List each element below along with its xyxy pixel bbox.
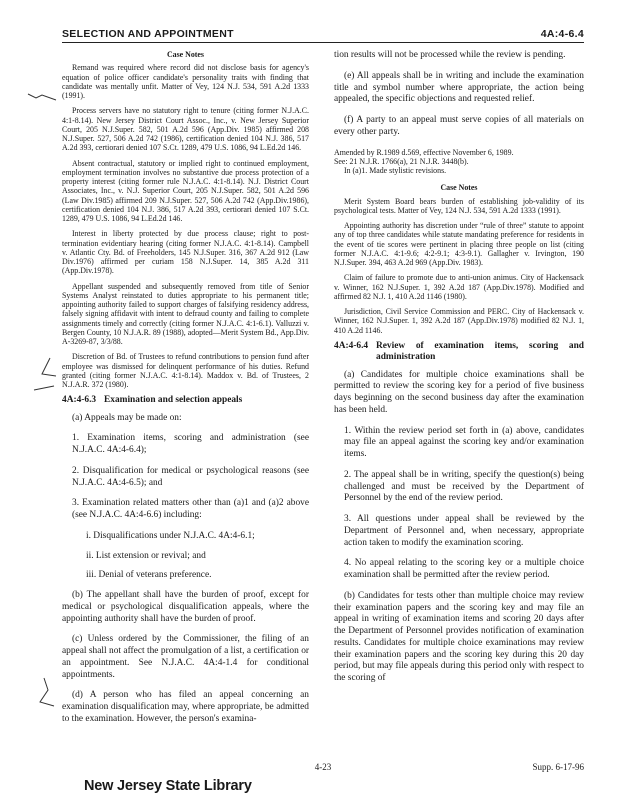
paragraph-a1: 1. Examination items, scoring and administration (see N.J.A.C. 4A:4-6.4); [72, 433, 309, 456]
paragraph-e: (e) All appeals shall be in writing and include the examination title and symbol number where appropriate, the action being appealed, the specific objections and requested relief. [334, 70, 584, 105]
case-note: Discretion of Bd. of Trustees to refund contributions to pension fund after employee was dismissed for delinquent performance of his duties. Refund granted (citing former N.J.A.C. 4:1-8.14). Maddox v. Bd. of Trustees, 2 N.J.A.R. 372 (1980). [62, 352, 309, 389]
header-title: SELECTION AND APPOINTMENT [62, 28, 234, 40]
case-note: Merit System Board bears burden of establishing job-validity of its psychological tests. Matter of Vey, 124 N.J. 534, 591 A.2d 1333 (1991). [334, 196, 584, 215]
paragraph-a2: 2. Disqualification for medical or psychological reasons (see N.J.A.C. 4A:4-6.5); and [72, 465, 309, 488]
paragraph-a3: 3. Examination related matters other than (a)1 and (a)2 above (see N.J.A.C. 4A:4-6.6) including: [72, 498, 309, 521]
right-column [334, 50, 584, 694]
page-number: 4-23 [314, 762, 332, 772]
library-stamp: New Jersey State Library [84, 778, 252, 794]
margin-mark-1 [26, 88, 60, 104]
history-note: See: 21 N.J.R. 1766(a), 21 N.J.R. 3448(b). [334, 156, 469, 166]
case-notes-heading: Case Notes [166, 50, 205, 59]
running-header [62, 24, 584, 43]
section-number: 4A:4-6.4 [334, 340, 369, 351]
supplement-date: Supp. 6-17-96 [532, 762, 584, 772]
paragraph-a3-iii: iii. Denial of veterans preference. [86, 570, 212, 581]
case-note: Remand was required where record did not disclose basis for agency's equation of police officer candidate's personality traits with finding that candidate was mentally unfit. Matter of Vey, 124 N.J. 534, 591 A.2d 1333 (1991). [62, 63, 309, 100]
paragraph-c: (c) Unless ordered by the Commissioner, the filing of an appeal shall not affect the promulgation of a list, a certification or an appointment. See N.J.A.C. 4A:4-1.4 for conditional appointments. [62, 634, 309, 680]
left-column [62, 50, 309, 735]
margin-mark-2 [30, 356, 60, 396]
history-note: In (a)1. Made stylistic revisions. [344, 166, 447, 175]
case-note: Absent contractual, statutory or implied right to continued employment, employment termination involves no substantive due process protection of a property interest (citing former rule N.J.A.C. 4:1-8.14). N.J. District Court Associates, Inc., v. N.J. Superior Court, 205 N.J.Super. 582, 501 A.2d 596 (Law Div.1985) affirmed 209 N.J.Super. 527, 506 A.2d 742 (App.Div.1986), certification denied 104 N.J. 386, 517 A.2d 393, certiorari denied 107 S.Ct. 1289, 479 U.S. 1086, 94 L.Ed.2d 146. [62, 158, 309, 223]
paragraph-b: (b) Candidates for tests other than multiple choice may review their examination papers and the scoring key and may file an appeal in writing of examination items and scoring 20 days after the Department of Personnel provides notification of examination results. Candidates for multiple choice examinations may review their examination papers and the scoring key during this 20 day period, but may file appeals during this period only with respect to the scoring of [334, 590, 584, 684]
section-heading [334, 341, 584, 364]
case-note: Appointing authority has discretion under “rule of three” statute to appoint any of top three candidates while statute mandating preference for residents in the event of tie scores were pertinent in placing three people on list (citing former N.J.A.C. 4:1-9.6; 4:2-9.1; 4:3-9.1). Gallagher v. Irvington, 190 N.J.Super. 394, 463 A.2d 969 (App.Div. 1983). [334, 221, 584, 267]
section-heading [62, 395, 309, 406]
paragraph-a3-i: i. Disqualifications under N.J.A.C. 4A:4-6.1; [86, 530, 255, 541]
paragraph-b: (b) The appellant shall have the burden of proof, except for medical or psychological disqualification appeals, where the appointing authority shall have the burden of proof. [62, 590, 309, 624]
page-footer [62, 762, 584, 772]
paragraph-a: (a) Appeals may be made on: [72, 412, 182, 423]
paragraph-a4: 4. No appeal relating to the scoring key or a multiple choice examination shall be permitted after the review period. [344, 558, 584, 581]
case-note: Jurisdiction, Civil Service Commission and PERC. City of Hackensack v. Winner, 162 N.J.Super. 1, 392 A.2d 187 (App.Div.1978) modified 82 N.J. 1, 410 A.2d 1146. [334, 307, 584, 335]
case-notes-heading: Case Notes [440, 183, 478, 193]
header-section-number: 4A:4-6.4 [540, 28, 584, 40]
paragraph-d: (d) A person who has filed an appeal concerning an examination disqualification may, where appropriate, be admitted to the examination. However, the person's examina- [62, 690, 309, 724]
history-note: Amended by R.1989 d.569, effective November 6, 1989. [334, 147, 514, 157]
continuation-text: tion results will not be processed while the review is pending. [334, 50, 566, 60]
margin-mark-3 [30, 676, 60, 716]
paragraph-a3-ii: ii. List extension or revival; and [86, 550, 206, 561]
section-title: Review of examination items, scoring and administration [376, 340, 584, 363]
paragraph-a3: 3. All questions under appeal shall be reviewed by the Department of Personnel and, when necessary, appropriate action taken to modify the examination scoring. [344, 514, 584, 548]
section-title: Examination and selection appeals [104, 395, 243, 406]
case-note: Appellant suspended and subsequently removed from title of Senior Systems Analyst reinstated to duties appropriate to his permanent title; appointing authority failed to support charges of falsifying residency address, falsely signing affidavit with intent to defraud county and failing to complete assignments timely and correctly (citing former N.J.A.C. 4:1-6.1). Valluzzi v. Bergen County, 10 N.J.A.R. 89 (1988), adopted—Merit System Bd., App.Div. A-3269-87, 3/3/88. [62, 281, 309, 346]
paragraph-a1: 1. Within the review period set forth in (a) above, candidates may file an appeal against the scoring key and/or examination items. [344, 425, 584, 460]
paragraph-a: (a) Candidates for multiple choice examinations shall be permitted to review the scoring key for a period of five business days beginning on the second business day after the examination has been held. [334, 369, 584, 415]
paragraph-f: (f) A party to an appeal must serve copies of all materials on every other party. [334, 115, 584, 137]
case-note: Claim of failure to promote due to anti-union animus. City of Hackensack v. Winner, 162 N.J.Super. 1, 392 A.2d 187 (App.Div.1978). Modified and affirmed 82 N.J. 1, 410 A.2d 1146 (1980). [334, 273, 584, 301]
paragraph-a2: 2. The appeal shall be in writing, specify the question(s) being challenged and must be received by the Department of Personnel by the end of the review period. [344, 469, 584, 504]
section-number: 4A:4-6.3 [62, 395, 97, 406]
case-note: Process servers have no statutory right to tenure (citing former N.J.A.C. 4:1-8.14). New Jersey District Court Assoc., Inc., v. New Jersey Superior Court, 205 N.J.Super. 582, 501 A.2d 596 (App.Div. 1985) affirmed 208 N.J.Super. 527, 506 A.2d 742 (1986), certification denied 104 N.J. 386, 517 A.2d 393, certiorari denied 107 S.Ct. 1289, 479 U.S. 1086, 94 L.Ed.2d 146. [62, 106, 309, 153]
case-note: Interest in liberty protected by due process clause; right to post-termination evidentiary hearing (citing former N.J.A.C. 4:1-8.14). Campbell v. Atlantic Cty. Bd. of Freeholders, 145 N.J.Super. 316, 367 A.2d 912 (Law Div.1976) affirmed per curiam 158 N.J.Super. 14, 385 A.2d 311 (App.Div.1978). [62, 229, 309, 276]
